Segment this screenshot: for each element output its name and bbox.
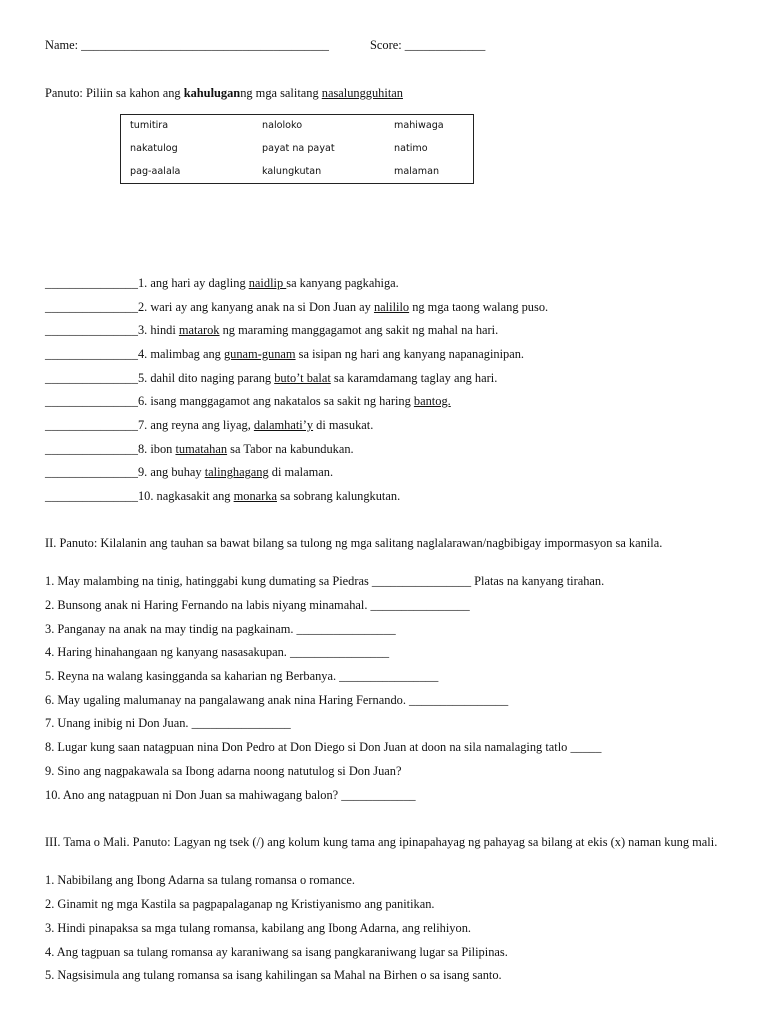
- part1-item: [45, 371, 497, 386]
- item-text: sa Tabor na kabundukan.: [227, 442, 354, 456]
- part2-item: 5. Reyna na walang kasingganda sa kaharian ng Berbanya. ________________: [45, 669, 439, 683]
- part2-item: 6. May ugaling malumanay na pangalawang anak nina Haring Fernando. ________________: [45, 693, 509, 707]
- answer-blank[interactable]: _______________: [45, 489, 138, 503]
- word-box-cell: mahiwaga: [394, 120, 444, 131]
- answer-blank[interactable]: _______________: [45, 394, 138, 408]
- underlined-word: gunam-gunam: [223, 347, 296, 361]
- item-text: sa isipan ng hari ang kanyang napanaginipan.: [295, 347, 525, 361]
- name-label: Name:: [45, 38, 79, 52]
- part2-item: 9. Sino ang nagpakawala sa Ibong adarna noong natutulog si Don Juan?: [45, 764, 402, 778]
- part1-item: [45, 465, 333, 480]
- part2-instructions: II. Panuto: Kilalanin ang tauhan sa bawat bilang sa tulong ng mga salitang naglalarawan/nagbibigay impormasyon sa kanila.: [45, 536, 663, 550]
- part1-item: [45, 394, 451, 409]
- item-text: sa sobrang kalungkutan.: [276, 489, 401, 503]
- underlined-word: matarok: [178, 323, 220, 337]
- name-line: [45, 38, 329, 53]
- score-line: [370, 38, 485, 53]
- answer-blank[interactable]: _______________: [45, 371, 138, 385]
- part2-item: 10. Ano ang natagpuan ni Don Juan sa mahiwagang balon? ____________: [45, 788, 416, 802]
- part1-item: [45, 442, 354, 457]
- part1-item: [45, 418, 373, 433]
- underlined-word: tumatahan: [175, 442, 228, 456]
- part2-item: 4. Haring hinahangaan ng kanyang nasasakupan. ________________: [45, 645, 390, 659]
- part3-item: 5. Nagsisimula ang tulang romansa sa isang kahilingan sa Mahal na Birhen o sa isang santo.: [45, 968, 502, 982]
- answer-blank[interactable]: _______________: [45, 323, 138, 337]
- part2-item: 1. May malambing na tinig, hatinggabi kung dumating sa Piedras ________________ Platas na kanyang tirahan.: [45, 574, 605, 588]
- item-text: 6. isang manggagamot ang nakatalos sa sakit ng haring: [137, 394, 414, 408]
- word-box: [120, 114, 474, 184]
- part1-item: [45, 323, 498, 338]
- part2-item: 8. Lugar kung saan natagpuan nina Don Pedro at Don Diego si Don Juan at doon na sila namalaging tatlo _____: [45, 740, 602, 754]
- part3-item: 2. Ginamit ng mga Kastila sa pagpapalaganap ng Kristiyanismo ang panitikan.: [45, 897, 435, 911]
- instr-pre: Panuto: Piliin sa kahon ang: [45, 86, 184, 100]
- word-box-cell: natimo: [394, 143, 428, 154]
- part2-item: 7. Unang inibig ni Don Juan. ________________: [45, 716, 291, 730]
- word-box-cell: tumitira: [130, 120, 169, 131]
- item-text: ng mga taong walang puso.: [409, 300, 549, 314]
- instr-underlined: nasalungguhitan: [321, 86, 403, 100]
- instr-bold: kahulugan: [183, 86, 241, 100]
- underlined-word: naidlip: [248, 276, 287, 290]
- part3-item: 1. Nabibilang ang Ibong Adarna sa tulang romansa o romance.: [45, 873, 356, 887]
- word-box-cell: malaman: [394, 166, 440, 177]
- item-text: 7. ang reyna ang liyag,: [137, 418, 254, 432]
- word-box-cell: nakatulog: [130, 143, 178, 154]
- underlined-word: bantog.: [413, 394, 451, 408]
- part2-item: 3. Panganay na anak na may tindig na pagkainam. ________________: [45, 622, 396, 636]
- score-blank[interactable]: _____________: [404, 38, 486, 52]
- underlined-word: nalililo: [373, 300, 410, 314]
- item-text: 5. dahil dito naging parang: [137, 371, 275, 385]
- item-text: 10. nagkasakit ang: [137, 489, 234, 503]
- part3-item: 4. Ang tagpuan sa tulang romansa ay karaniwang sa isang pangkaraniwang lugar sa Pilipinas.: [45, 945, 508, 959]
- item-text: di malaman.: [268, 465, 334, 479]
- item-text: sa karamdamang taglay ang hari.: [330, 371, 498, 385]
- part1-item: [45, 489, 400, 504]
- answer-blank[interactable]: _______________: [45, 300, 138, 314]
- item-text: ng maraming manggagamot ang sakit ng mahal na hari.: [219, 323, 499, 337]
- part3-item: 3. Hindi pinapaksa sa mga tulang romansa, kabilang ang Ibong Adarna, ang relihiyon.: [45, 921, 471, 935]
- instr-mid: ng mga salitang: [240, 86, 322, 100]
- item-text: 1. ang hari ay dagling: [137, 276, 249, 290]
- part1-instructions: [45, 86, 403, 101]
- word-box-cell: pag-aalala: [130, 166, 181, 177]
- underlined-word: dalamhati’y: [253, 418, 314, 432]
- answer-blank[interactable]: _______________: [45, 276, 138, 290]
- part1-item: [45, 276, 399, 291]
- answer-blank[interactable]: _______________: [45, 465, 138, 479]
- name-blank[interactable]: ________________________________________: [81, 38, 329, 52]
- item-text: 3. hindi: [137, 323, 179, 337]
- underlined-word: monarka: [233, 489, 277, 503]
- word-box-cell: kalungkutan: [262, 166, 322, 177]
- part1-item: [45, 347, 524, 362]
- underlined-word: buto’t balat: [274, 371, 331, 385]
- part1-item: [45, 300, 548, 315]
- word-box-cell: payat na payat: [262, 143, 335, 154]
- item-text: sa kanyang pagkahiga.: [286, 276, 399, 290]
- part2-item: 2. Bunsong anak ni Haring Fernando na labis niyang minamahal. ________________: [45, 598, 470, 612]
- item-text: 2. wari ay ang kanyang anak na si Don Juan ay: [137, 300, 374, 314]
- item-text: di masukat.: [313, 418, 374, 432]
- answer-blank[interactable]: _______________: [45, 418, 138, 432]
- answer-blank[interactable]: _______________: [45, 347, 138, 361]
- underlined-word: talinghagang: [204, 465, 269, 479]
- item-text: 4. malimbag ang: [137, 347, 224, 361]
- word-box-cell: naloloko: [262, 120, 303, 131]
- part3-instructions: III. Tama o Mali. Panuto: Lagyan ng tsek (/) ang kolum kung tama ang ipinapahayag ng pahayag sa bilang at ekis (x) naman kung mali.: [45, 835, 718, 849]
- item-text: 9. ang buhay: [137, 465, 205, 479]
- score-label: Score:: [370, 38, 402, 52]
- item-text: 8. ibon: [137, 442, 176, 456]
- answer-blank[interactable]: _______________: [45, 442, 138, 456]
